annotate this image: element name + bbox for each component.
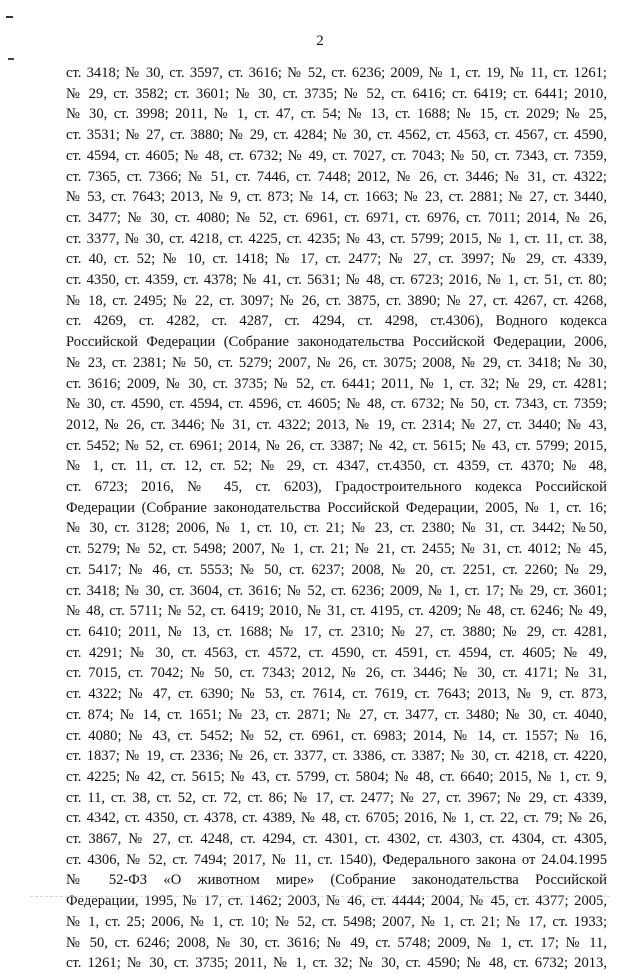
text-line: ст. 3377, № 30, ст. 4218, ст. 4225, ст. 4235; № 43, ст. 5799; 2015, № 1, ст. 11, ст. 38, — [66, 230, 607, 247]
text-line: ст. 7365, ст. 7366; № 51, ст. 7446, ст. 7448; 2012, № 26, ст. 3446; № 31, ст. 4322; — [66, 168, 607, 185]
text-line: ст. 5279; № 52, ст. 5498; 2007, № 1, ст. 21; № 21, ст. 2455; № 31, ст. 4012; № 45, — [66, 541, 607, 558]
text-line: Федерации, 1995, № 17, ст. 1462; 2003, № 46, ст. 4444; 2004, № 45, ст. 4377; 2005, — [66, 893, 607, 910]
text-line: Федерации (Собрание законодательства Российской Федерации, 2005, № 1, ст. 16; — [66, 499, 607, 516]
scan-artifact-mark — [8, 58, 14, 60]
document-body — [66, 63, 607, 974]
text-line: ст. 6410; 2011, № 13, ст. 1688; № 17, ст. 2310; № 27, ст. 3880; № 29, ст. 4281, — [66, 623, 607, 640]
text-line: № 1, ст. 11, ст. 12, ст. 52; № 29, ст. 4347, ст.4350, ст. 4359, ст. 4370; № 48, — [66, 458, 607, 475]
text-line: ст. 874; № 14, ст. 1651; № 23, ст. 2871; № 27, ст. 3477, ст. 3480; № 30, ст. 4040, — [66, 706, 607, 723]
scan-artifact-mark — [6, 16, 13, 18]
scan-bottom-edge — [30, 896, 610, 900]
page-number: 2 — [316, 33, 324, 49]
text-line: № 30, ст. 3128; 2006, № 1, ст. 10, ст. 21; № 23, ст. 2380; № 31, ст. 3442; №50, — [66, 520, 607, 537]
text-line: ст. 4225; № 42, ст. 5615; № 43, ст. 5799, ст. 5804; № 48, ст. 6640; 2015, № 1, ст. 9, — [66, 768, 607, 785]
text-line: ст. 6723; 2016, № 45, ст. 6203), Градостроительного кодекса Российской — [66, 479, 607, 496]
text-line: ст. 40, ст. 52; № 10, ст. 1418; № 17, ст. 2477; № 27, ст. 3997; № 29, ст. 4339, — [66, 251, 607, 268]
text-line: ст. 3418; № 30, ст. 3597, ст. 3616; № 52, ст. 6236; 2009, № 1, ст. 19, № 11, ст. 1261; — [66, 65, 607, 81]
text-line: № 52-ФЗ «О животном мире» (Собрание законодательства Российской — [66, 872, 607, 889]
text-line: ст. 4269, ст. 4282, ст. 4287, ст. 4294, ст. 4298, ст.4306), Водного кодекса — [66, 313, 607, 330]
text-line: ст. 4306, № 52, ст. 7494; 2017, № 11, ст. 1540), Федерального закона от 24.04.1995 — [66, 851, 607, 868]
text-line: ст. 1261; № 30, ст. 3735; 2011, № 1, ст. 32; № 30, ст. 4590; № 48, ст. 6732; 2013, — [66, 955, 607, 972]
text-line: ст. 3531; № 27, ст. 3880; № 29, ст. 4284; № 30, ст. 4562, ст. 4563, ст. 4567, ст. 4590, — [66, 127, 607, 144]
text-line: № 1, ст. 25; 2006, № 1, ст. 10; № 52, ст. 5498; 2007, № 1, ст. 21; № 17, ст. 1933; — [66, 913, 607, 930]
text-line: ст. 4342, ст. 4350, ст. 4378, ст. 4389, № 48, ст. 6705; 2016, № 1, ст. 22, ст. 79; № 26, — [66, 810, 607, 827]
text-line: ст. 4291; № 30, ст. 4563, ст. 4572, ст. 4590, ст. 4591, ст. 4594, ст. 4605; № 49, — [66, 644, 607, 661]
text-line: ст. 3418; № 30, ст. 3604, ст. 3616; № 52, ст. 6236; 2009, № 1, ст. 17; № 29, ст. 3601; — [66, 582, 607, 599]
text-line: ст. 11, ст. 38, ст. 52, ст. 72, ст. 86; № 17, ст. 2477; № 27, ст. 3967; № 29, ст. 4339, — [66, 789, 607, 806]
text-line: № 30, ст. 4590, ст. 4594, ст. 4596, ст. 4605; № 48, ст. 6732; № 50, ст. 7343, ст. 7359; — [66, 396, 607, 413]
text-line: 2012, № 26, ст. 3446; № 31, ст. 4322; 2013, № 19, ст. 2314; № 27, ст. 3440; № 43, — [66, 416, 607, 433]
text-line: ст. 1837; № 19, ст. 2336; № 26, ст. 3377, ст. 3386, ст. 3387; № 30, ст. 4218, ст. 4220, — [66, 748, 607, 765]
text-line: № 29, ст. 3582; ст. 3601; № 30, ст. 3735; № 52, ст. 6416; ст. 6419; ст. 6441; 2010, — [66, 85, 607, 102]
text-line: Российской Федерации (Собрание законодательства Российской Федерации, 2006, — [66, 334, 607, 351]
text-line: ст. 4322; № 47, ст. 6390; № 53, ст. 7614, ст. 7619, ст. 7643; 2013, № 9, ст. 873, — [66, 686, 607, 703]
text-line: ст. 4080; № 43, ст. 5452; № 52, ст. 6961, ст. 6983; 2014, № 14, ст. 1557; № 16, — [66, 727, 607, 744]
text-line: ст. 7015, ст. 7042; № 50, ст. 7343; 2012, № 26, ст. 3446; № 30, ст. 4171; № 31, — [66, 665, 607, 682]
text-line: № 30, ст. 3998; 2011, № 1, ст. 47, ст. 54; № 13, ст. 1688; № 15, ст. 2029; № 25, — [66, 106, 607, 123]
text-line: ст. 5417; № 46, ст. 5553; № 50, ст. 6237; 2008, № 20, ст. 2251, ст. 2260; № 29, — [66, 561, 607, 578]
text-line: № 23, ст. 2381; № 50, ст. 5279; 2007, № 26, ст. 3075; 2008, № 29, ст. 3418; № 30, — [66, 354, 607, 371]
text-line: ст. 5452; № 52, ст. 6961; 2014, № 26, ст. 3387; № 42, ст. 5615; № 43, ст. 5799; 2015, — [66, 437, 607, 454]
text-line: ст. 4594, ст. 4605; № 48, ст. 6732; № 49, ст. 7027, ст. 7043; № 50, ст. 7343, ст. 7359, — [66, 147, 607, 164]
text-line: ст. 4350, ст. 4359, ст. 4378; № 41, ст. 5631; № 48, ст. 6723; 2016, № 1, ст. 51, ст. 80; — [66, 272, 607, 289]
text-line: ст. 3867, № 27, ст. 4248, ст. 4294, ст. 4301, ст. 4302, ст. 4303, ст. 4304, ст. 4305, — [66, 831, 607, 848]
text-line: № 18, ст. 2495; № 22, ст. 3097; № 26, ст. 3875, ст. 3890; № 27, ст. 4267, ст. 4268, — [66, 292, 607, 309]
text-line: ст. 3616; 2009, № 30, ст. 3735; № 52, ст. 6441; 2011, № 1, ст. 32; № 29, ст. 4281; — [66, 375, 607, 392]
text-line: № 53, ст. 7643; 2013, № 9, ст. 873; № 14, ст. 1663; № 23, ст. 2881; № 27, ст. 3440, — [66, 189, 607, 206]
text-line: № 50, ст. 6246; 2008, № 30, ст. 3616; № 49, ст. 5748; 2009, № 1, ст. 17; № 11, — [66, 934, 607, 951]
text-line: № 48, ст. 5711; № 52, ст. 6419; 2010, № 31, ст. 4195, ст. 4209; № 48, ст. 6246; № 49, — [66, 603, 607, 620]
text-line: ст. 3477; № 30, ст. 4080; № 52, ст. 6961, ст. 6971, ст. 6976, ст. 7011; 2014, № 26, — [66, 209, 607, 226]
